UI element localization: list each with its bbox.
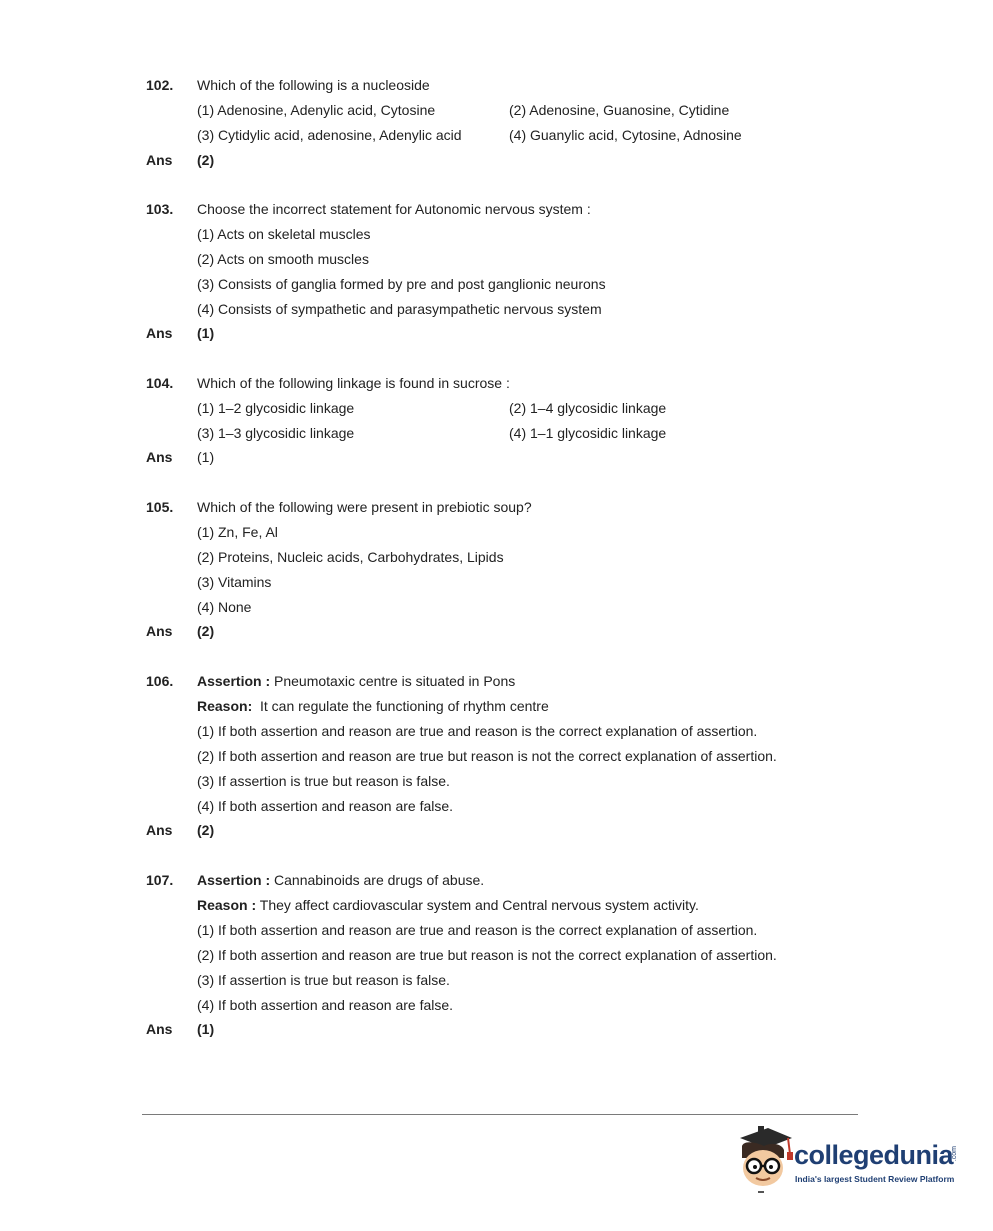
reason-text: It can regulate the functioning of rhythm centre <box>260 698 549 714</box>
option-1: (1) Adenosine, Adenylic acid, Cytosine <box>197 102 436 118</box>
assertion-line <box>197 672 515 690</box>
option-4: (4) Consists of sympathetic and parasympathetic nervous system <box>197 301 602 317</box>
option-1: (1) Acts on skeletal muscles <box>197 226 371 242</box>
option-3: (3) 1–3 glycosidic linkage <box>197 425 355 441</box>
option-2: (2) If both assertion and reason are true but reason is not the correct explanation of assertion. <box>197 947 777 963</box>
question-number: 104. <box>146 375 174 391</box>
option-2: (2) Proteins, Nucleic acids, Carbohydrates, Lipids <box>197 549 504 565</box>
answer-label: Ans <box>146 1021 173 1037</box>
answer-label: Ans <box>146 449 173 465</box>
answer-value: (1) <box>197 449 215 465</box>
question-stem: Which of the following is a nucleoside <box>197 77 430 93</box>
question-number: 105. <box>146 499 174 515</box>
footer-divider <box>142 1114 858 1115</box>
option-4: (4) None <box>197 599 252 615</box>
answer-value: (2) <box>197 822 215 838</box>
question-number: 106. <box>146 673 174 689</box>
option-4: (4) Guanylic acid, Cytosine, Adnosine <box>509 127 742 143</box>
assertion-label: Assertion : <box>197 673 271 689</box>
question-stem: Which of the following were present in prebiotic soup? <box>197 499 532 515</box>
mascot-icon <box>734 1124 796 1196</box>
answer-value: (2) <box>197 623 215 639</box>
answer-label: Ans <box>146 325 173 341</box>
option-4: (4) If both assertion and reason are false. <box>197 798 454 814</box>
assertion-label: Assertion : <box>197 872 271 888</box>
option-1: (1) If both assertion and reason are true and reason is the correct explanation of assertion. <box>197 723 758 739</box>
question-number: 102. <box>146 77 174 93</box>
option-3: (3) Consists of ganglia formed by pre and post ganglionic neurons <box>197 276 606 292</box>
option-2: (2) Acts on smooth muscles <box>197 251 369 267</box>
brand-suffix: .com <box>951 1146 958 1162</box>
assertion-text: Pneumotaxic centre is situated in Pons <box>274 673 516 689</box>
answer-label: Ans <box>146 152 173 168</box>
answer-label: Ans <box>146 623 173 639</box>
brand-name: collegedunia <box>794 1140 954 1170</box>
answer-value: (1) <box>197 1021 215 1037</box>
reason-text: They affect cardiovascular system and Central nervous system activity. <box>259 897 699 913</box>
option-1: (1) 1–2 glycosidic linkage <box>197 400 355 416</box>
question-stem: Which of the following linkage is found in sucrose : <box>197 375 510 391</box>
option-2: (2) Adenosine, Guanosine, Cytidine <box>509 102 730 118</box>
reason-label: Reason: <box>197 698 253 714</box>
option-2: (2) If both assertion and reason are true but reason is not the correct explanation of assertion. <box>197 748 777 764</box>
option-4: (4) 1–1 glycosidic linkage <box>509 425 667 441</box>
reason-label: Reason : <box>197 897 257 913</box>
option-4: (4) If both assertion and reason are false. <box>197 997 454 1013</box>
option-3: (3) If assertion is true but reason is false. <box>197 773 450 789</box>
answer-value: (2) <box>197 152 215 168</box>
assertion-line <box>197 871 484 889</box>
question-stem: Choose the incorrect statement for Autonomic nervous system : <box>197 201 591 217</box>
reason-line <box>197 697 549 715</box>
option-3: (3) Vitamins <box>197 574 272 590</box>
collegedunia-logo[interactable] <box>734 1124 964 1196</box>
assertion-text: Cannabinoids are drugs of abuse. <box>274 872 485 888</box>
option-1: (1) Zn, Fe, Al <box>197 524 278 540</box>
question-number: 103. <box>146 201 174 217</box>
answer-value: (1) <box>197 325 215 341</box>
answer-label: Ans <box>146 822 173 838</box>
brand-tagline: India's largest Student Review Platform <box>795 1174 955 1184</box>
option-3: (3) If assertion is true but reason is false. <box>197 972 450 988</box>
reason-line <box>197 896 699 914</box>
question-number: 107. <box>146 872 174 888</box>
option-2: (2) 1–4 glycosidic linkage <box>509 400 667 416</box>
option-3: (3) Cytidylic acid, adenosine, Adenylic acid <box>197 127 462 143</box>
option-1: (1) If both assertion and reason are true and reason is the correct explanation of assertion. <box>197 922 758 938</box>
